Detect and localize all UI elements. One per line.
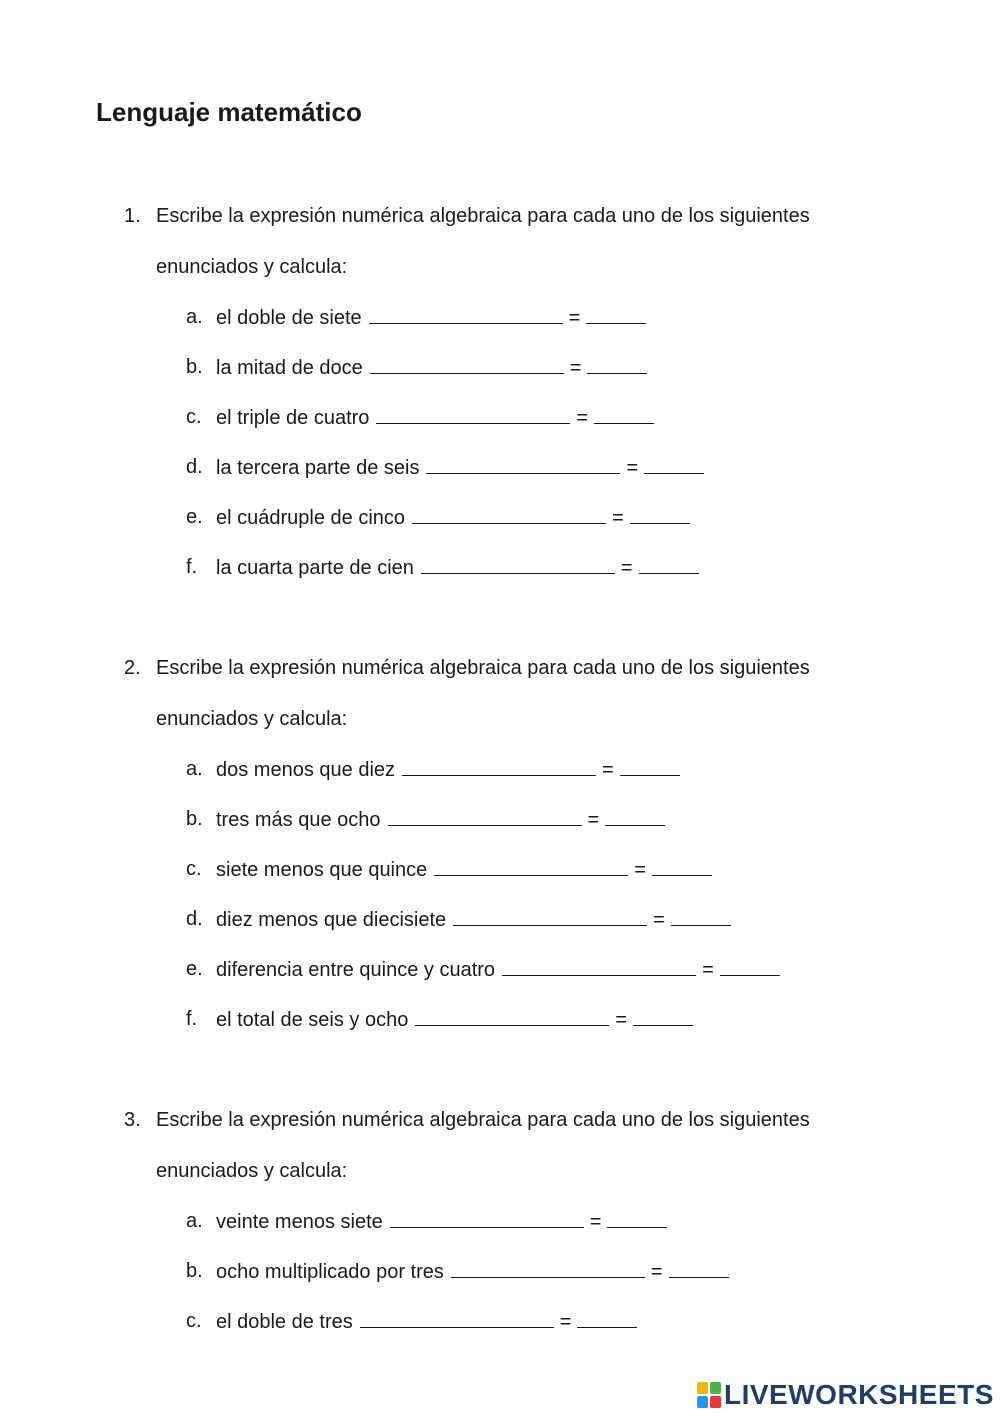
item-text: la mitad de doce xyxy=(216,357,363,379)
item-letter: a. xyxy=(186,758,203,780)
question-number: 3. xyxy=(124,1109,141,1131)
result-blank[interactable] xyxy=(577,1309,637,1328)
expression-blank[interactable] xyxy=(412,505,606,524)
item-letter: d. xyxy=(186,456,203,478)
equals-sign: = xyxy=(634,859,646,881)
item-letter: c. xyxy=(186,1310,202,1332)
item-text: el doble de tres xyxy=(216,1311,353,1333)
item-text: siete menos que quince xyxy=(216,859,428,881)
item-letter: c. xyxy=(186,406,202,428)
item-text: el triple de cuatro xyxy=(216,407,370,429)
item-text: el doble de siete xyxy=(216,307,362,329)
question-prompt: Escribe la expresión numérica algebraica para cada uno de los siguientes xyxy=(156,657,810,679)
result-blank[interactable] xyxy=(639,555,699,574)
item-letter: f. xyxy=(186,556,198,578)
question-prompt-cont: enunciados y calcula: xyxy=(156,256,348,278)
expression-blank[interactable] xyxy=(369,305,563,324)
equals-sign: = xyxy=(568,307,581,329)
item-text: tres más que ocho xyxy=(216,809,381,831)
equals-sign: = xyxy=(615,1009,628,1031)
item-letter: a. xyxy=(186,1210,203,1232)
item-text: ocho multiplicado por tres xyxy=(216,1261,444,1283)
equals-sign: = xyxy=(569,357,582,379)
equals-sign: = xyxy=(650,1261,663,1283)
expression-blank[interactable] xyxy=(421,555,615,574)
item-text: la cuarta parte de cien xyxy=(216,557,414,579)
equals-sign: = xyxy=(559,1311,572,1333)
equals-sign: = xyxy=(620,557,633,579)
item-text: la tercera parte de seis xyxy=(216,457,420,479)
logo-tile xyxy=(697,1396,708,1408)
item-letter: a. xyxy=(186,306,203,328)
item-text: veinte menos siete xyxy=(216,1211,383,1233)
expression-blank[interactable] xyxy=(360,1309,554,1328)
question-prompt: Escribe la expresión numérica algebraica para cada uno de los siguientes xyxy=(156,205,810,227)
expression-blank[interactable] xyxy=(502,957,696,976)
expression-blank[interactable] xyxy=(434,857,628,876)
equals-sign: = xyxy=(702,959,714,981)
expression-blank[interactable] xyxy=(390,1209,584,1228)
equals-sign: = xyxy=(576,407,589,429)
result-blank[interactable] xyxy=(720,957,780,976)
expression-blank[interactable] xyxy=(370,355,564,374)
item-letter: c. xyxy=(186,858,202,880)
equals-sign: = xyxy=(612,507,624,529)
item-letter: b. xyxy=(186,808,203,830)
result-blank[interactable] xyxy=(644,455,704,474)
item-text: dos menos que diez xyxy=(216,759,396,781)
item-letter: e. xyxy=(186,958,203,980)
question-prompt: Escribe la expresión numérica algebraica para cada uno de los siguientes xyxy=(156,1109,810,1131)
item-letter: d. xyxy=(186,908,203,930)
item-letter: e. xyxy=(186,506,203,528)
expression-blank[interactable] xyxy=(388,807,582,826)
logo-mark-icon xyxy=(697,1382,721,1408)
item-letter: f. xyxy=(186,1008,198,1030)
result-blank[interactable] xyxy=(669,1259,729,1278)
expression-blank[interactable] xyxy=(451,1259,645,1278)
expression-blank[interactable] xyxy=(453,907,647,926)
logo-tile xyxy=(710,1396,721,1408)
result-blank[interactable] xyxy=(587,355,647,374)
equals-sign: = xyxy=(653,909,665,931)
result-blank[interactable] xyxy=(586,305,646,324)
logo-tile xyxy=(697,1382,708,1394)
equals-sign: = xyxy=(626,457,639,479)
expression-blank[interactable] xyxy=(415,1007,609,1026)
expression-blank[interactable] xyxy=(402,757,596,776)
logo-tile xyxy=(710,1382,721,1394)
result-blank[interactable] xyxy=(607,1209,667,1228)
equals-sign: = xyxy=(589,1211,602,1233)
result-blank[interactable] xyxy=(671,907,731,926)
item-text: el cuádruple de cinco xyxy=(216,507,406,529)
logo-text: LIVEWORKSHEETS xyxy=(724,1379,994,1410)
item-text: diez menos que diecisiete xyxy=(216,909,447,931)
item-text: el total de seis y ocho xyxy=(216,1009,409,1031)
equals-sign: = xyxy=(587,809,600,831)
question-prompt-cont: enunciados y calcula: xyxy=(156,1160,348,1182)
equals-sign: = xyxy=(602,759,614,781)
expression-blank[interactable] xyxy=(376,405,570,424)
result-blank[interactable] xyxy=(620,757,680,776)
question-prompt-cont: enunciados y calcula: xyxy=(156,708,348,730)
liveworksheets-logo[interactable] xyxy=(697,1378,994,1412)
result-blank[interactable] xyxy=(630,505,690,524)
item-letter: b. xyxy=(186,1260,203,1282)
result-blank[interactable] xyxy=(594,405,654,424)
result-blank[interactable] xyxy=(633,1007,693,1026)
question-number: 2. xyxy=(124,657,141,679)
result-blank[interactable] xyxy=(652,857,712,876)
question-number: 1. xyxy=(124,205,141,227)
page-title: Lenguaje matemático xyxy=(96,97,362,127)
item-letter: b. xyxy=(186,356,203,378)
item-text: diferencia entre quince y cuatro xyxy=(216,959,496,981)
expression-blank[interactable] xyxy=(426,455,620,474)
result-blank[interactable] xyxy=(605,807,665,826)
